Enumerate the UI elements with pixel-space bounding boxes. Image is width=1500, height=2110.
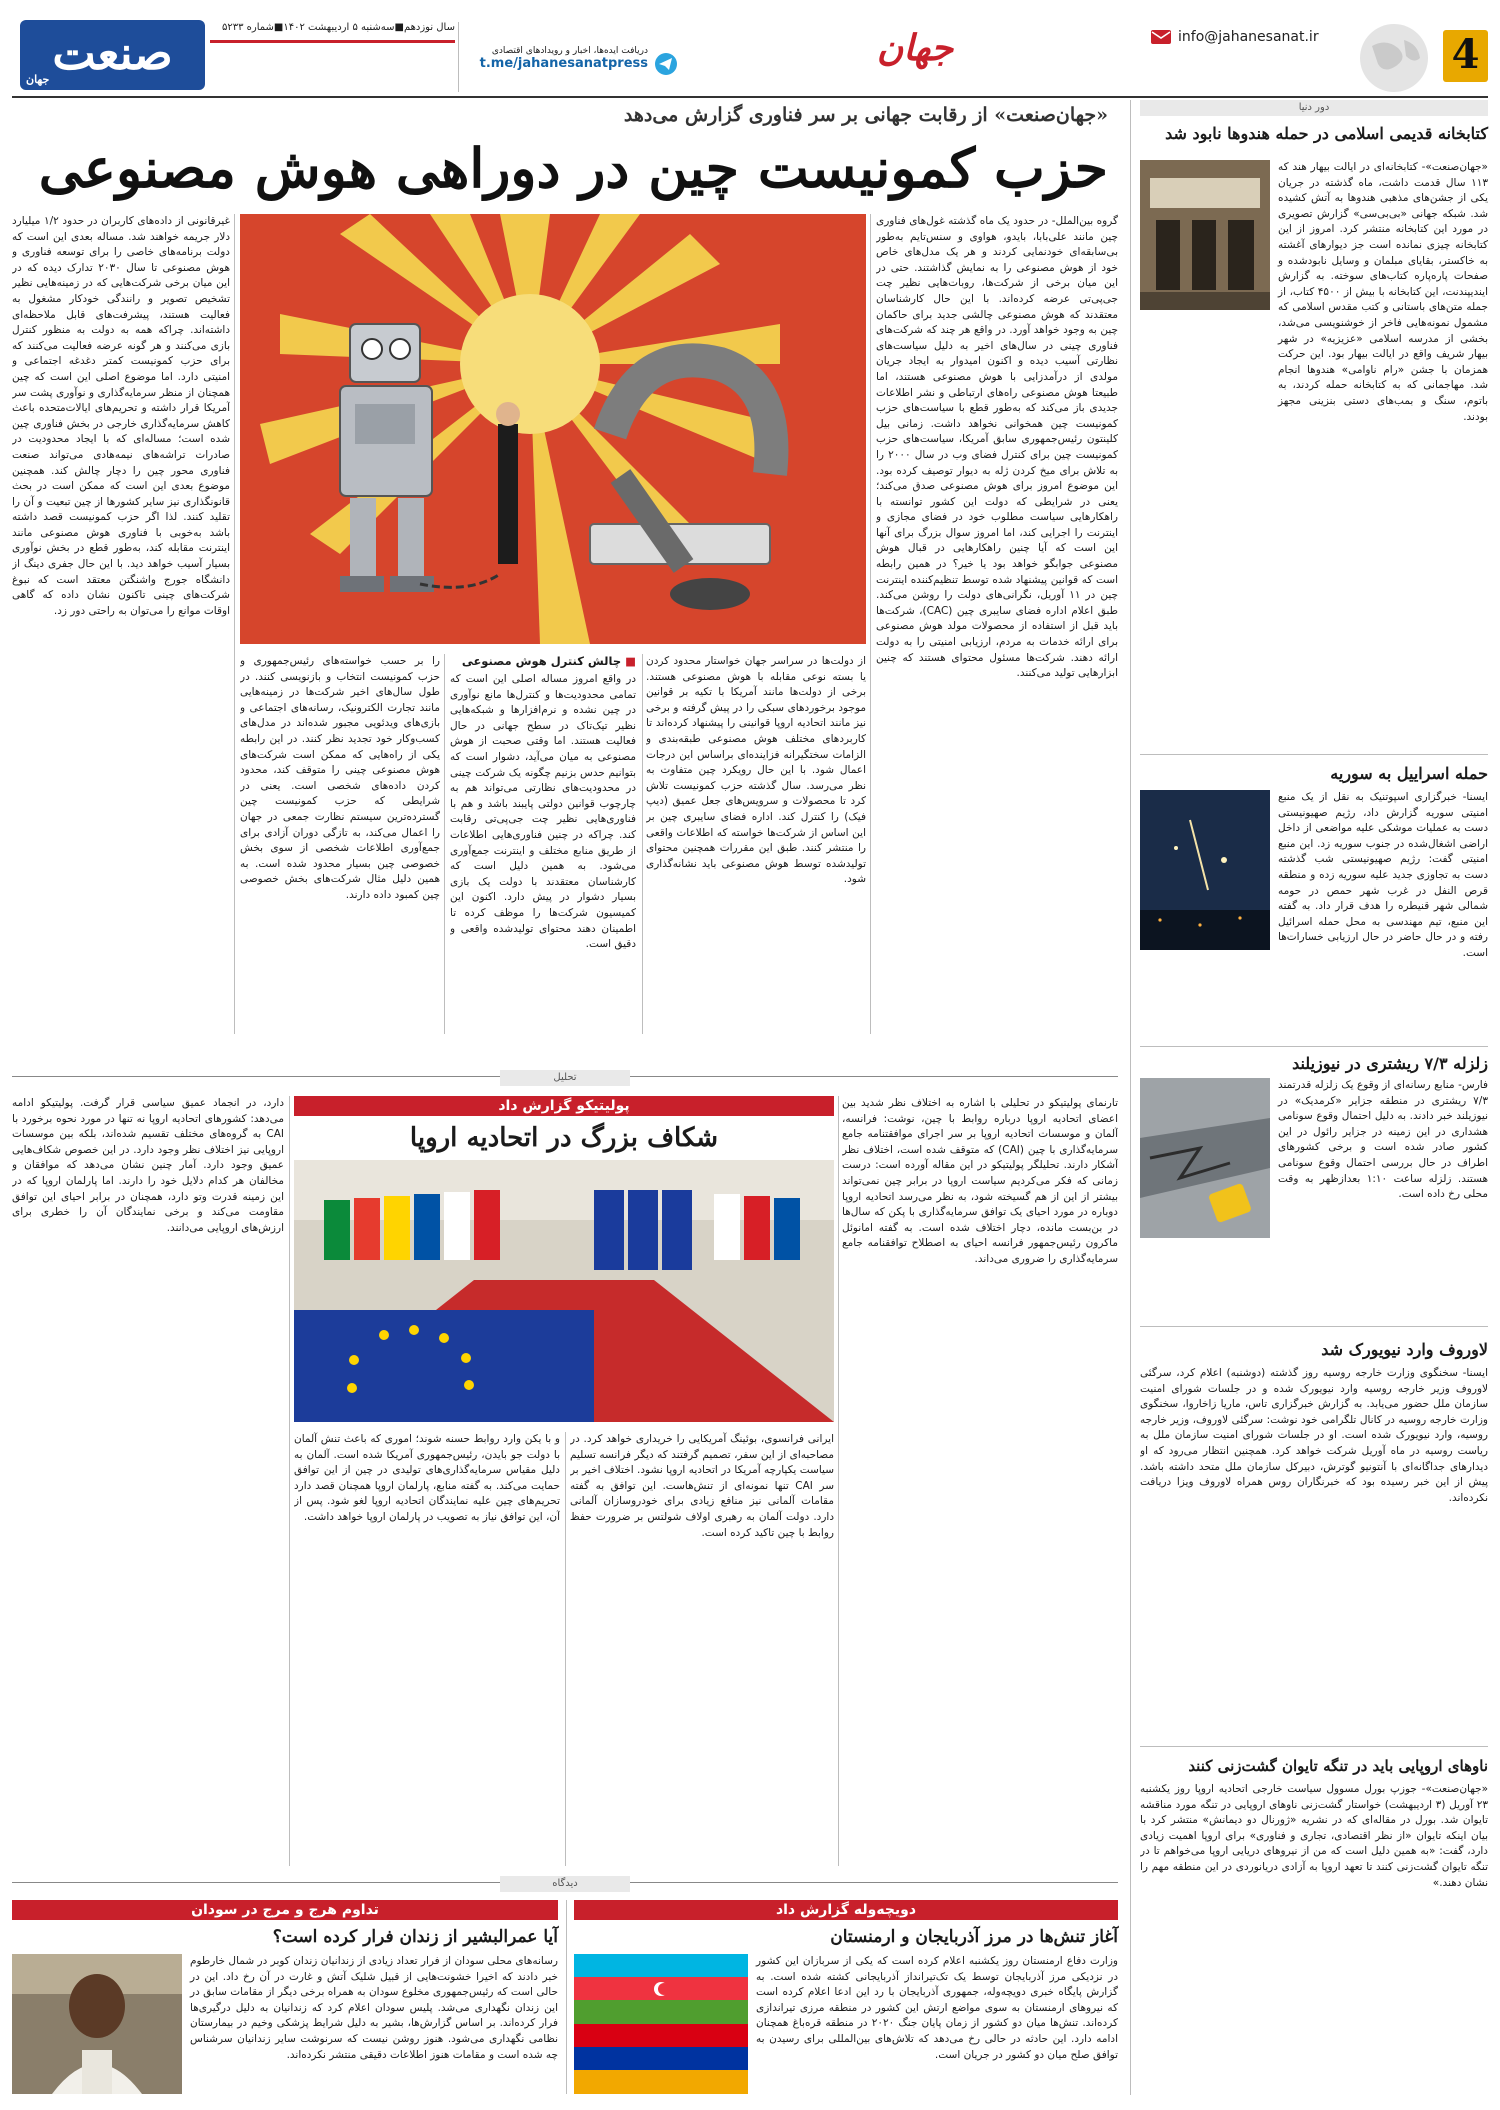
sidebar-story-2-title[interactable]: حمله اسراییل به سوریه <box>1330 764 1488 783</box>
globe-icon <box>1348 18 1440 96</box>
subheading-bullet: ■ <box>621 654 636 668</box>
telegram-line: دریافت ایده‌ها، اخبار و رویدادهای اقتصادی <box>491 46 648 56</box>
sidebar-story-3-title[interactable]: زلزله ۷/۳ ریشتری در نیوزیلند <box>1292 1054 1488 1073</box>
lead-illustration <box>240 214 866 644</box>
sidebar-story-4-title[interactable]: لاوروف وارد نیویورک شد <box>1321 1340 1488 1359</box>
sidebar-story-3-text: فارس- منابع رسانه‌ای از وقوع یک زلزله قدرتمند ۷/۳ ریشتری در منطقه جزایر «کرمدیک» در نیوزیلند خبر دادند. به دلیل احتمال وقوع سونامی هشداری در این زمینه در جزایر رائول در این کشور صادر شده است و برخی کشورهای اطراف در حال بررسی احتمال وقوع سونامی هستند. زلزله ساعت ۱:۱۰ بعدازظهر به وقت محلی رخ داده است. <box>1278 1079 1488 1201</box>
lead-column-3: در واقع امروز مساله اصلی این است که تمامی محدودیت‌ها و کنترل‌ها مانع نوآوری در چین نشده و نرم‌افزارها و شبکه‌هایی نظیر تیک‌تاک در سطح جهانی در حال فعالیت هستند. اما وقتی صحبت از هوش مصنوعی به میان می‌آید، دشوار است که بتوانیم حدس بزنیم چگونه یک شرکت چینی در محدودیت‌های نظارتی می‌تواند هم به چارچوب قوانین دولتی پایبند باشد و هم با فناوری‌هایی نظیر چت جی‌پی‌تی رقابت کند. چراکه در چنین فناوری‌هایی اطلاعات از طریق منابع مختلف و اینترنت جمع‌آوری می‌شود. به همین دلیل است که کارشناسان معتقدند با دولت یک بازی بسیار دشوار در پیش دارد. اکنون این کمیسیون شرکت‌ها را موظف کرده تا اطمینان دهند محتوای تولیدشده واقعی و دقیق است. <box>450 673 636 951</box>
story-right-text: وزارت دفاع ارمنستان روز یکشنبه اعلام کرده است که یکی از سربازان این کشور در نزدیکی مرز آذربایجان توسط یک تک‌تیرانداز آذربایجانی کشته شده است. به گزارش پایگاه خبری دویچه‌وله، جمهوری آذربایجان با رد این ادعا اعلام کرده است که نیروهای ارمنستان به سوی مواضع ارتش این کشور در منطقه مرزی تیراندازی کرده‌اند. تنش‌ها میان دو کشور از زمان پایان جنگ ۲۰۲۰ در منطقه قره‌باغ همچنان ادامه دارد. این حادثه در حالی رخ می‌دهد که تلاش‌های بین‌المللی برای رسیدن به توافق صلح میان دو کشور در جریان است. <box>756 1955 1118 2061</box>
lead-column-5: غیرقانونی از داده‌های کاربران در حدود ۱/۲ میلیارد دلار جریمه خواهند شد. مساله بعدی این است که دولت برنامه‌های خاصی را برای توسعه فناوری و هوش مصنوعی تا سال ۲۰۳۰ تدارک دیده که در این میان برخی شرکت‌هایی که در زمینه‌هایی نظیر تشخیص تصویر و رانندگی خودکار مشغول به فعالیت هستند، پیشرفت‌های قابل ملاحظه‌ای داشته‌اند. چراکه همه به دولت به منظور کنترل بازی می‌کنند و هر گونه عرضه فعالیت می‌کنند که برای حزب کمونیست کمتر دغدغه اجتماعی و امنیتی دارد. اما موضوع اصلی این است که چین همچنان از منظر سرمایه‌گذاری و نوآوری پشت سر آمریکا قرار داشته و تحریم‌های ایالات‌متحده باعث کاهش سرمایه‌گذاری خارجی در بخش فناوری چین شده است؛ مساله‌ای که با ایجاد محدودیت در صادرات تراشه‌های نیمه‌هادی می‌تواند صنعت فناوری محور چین را دچار چالش کند. همچنین موضوع بعدی این است که ممکن است در بحث قانونگذاری نیز سایر کشورها از چین تبعیت و آن را تقلید کنند. لذا اگر حزب کمونیست قصد داشته باشد به‌خوبی با فناوری هوش مصنوعی مانند اینترنت مقابله کند، به‌طور قطع در بخش نوآوری بسیار آسیب خواهد دید. با این حال جفری دینگ از دانشگاه جورج واشنگتن معتقد است که نبوغ شرکت‌های چینی تاکنون نشان داده که گاهی اوقات موانع را می‌توان به راحتی دور زد. <box>12 215 230 617</box>
story-right-headline[interactable]: آغاز تنش‌ها در مرز آذربایجان و ارمنستان <box>830 1927 1118 1947</box>
sidebar-story-5-text: «جهان‌صنعت»- جوزپ بورل مسوول سیاست خارجی اتحادیه اروپا روز یکشنبه ۲۳ آوریل (۳ اردیبهشت) خواستار گشت‌زنی ناوهای اروپایی در تنگه مورد مناقشه تایوان شد. بورل در مقاله‌ای که در نشریه «ژورنال دو دیمانش» منتشر کرد با بیان اینکه تایوان «از نظر اقتصادی، تجاری و فناوری» برای اروپا اهمیت زیادی دارد، گفت: «به همین دلیل است که من از نیروهای دریایی اروپا می‌خواهم تا در تنگه تایوان گشت‌زنی کنند تا تعهد اروپا به آزادی دریانوردی در این منطقه مهم را نشان دهند.» <box>1140 1783 1488 1889</box>
analysis-band: پولیتیکو گزارش داد <box>294 1096 834 1116</box>
telegram-handle[interactable]: t.me/jahanesanatpress <box>479 56 648 71</box>
page-number-box: 4 <box>1443 30 1488 82</box>
lead-column-4: را بر حسب خواسته‌های رئیس‌جمهوری و حزب کمونیست انتخاب و بازنویسی کنند. در طول سال‌های اخیر شرکت‌ها در زمینه‌هایی مانند تجارت الکترونیک، رسانه‌های اجتماعی و بازی‌های ویدئویی مجبور شده‌اند در مدل‌های کسب‌وکار خود تجدید نظر کنند. در این رابطه یکی از راه‌هایی که ممکن است شرکت‌های هوش مصنوعی چینی را متوقف کند، محدود کردن داده‌های شخصی است. یعنی در شرایطی که حزب کمونیست چین گسترده‌ترین سیستم نظارت جمعی در جهان را اعمال می‌کند، به تازگی دوران آزادی برای جمع‌آوری اطلاعات شخصی از سوی بخش خصوصی چین بسیار محدود شده است. به همین دلیل مثال شرکت‌های بخش خصوصی چین کمبود داده دارند. <box>240 655 440 901</box>
telegram-icon <box>654 52 678 76</box>
issue-info: سال نوزدهم■سه‌شنبه ۵ اردیبهشت ۱۴۰۲■شماره ۵۲۳۳ <box>221 22 455 33</box>
lead-headline[interactable]: حزب کمونیست چین در دوراهی هوش مصنوعی <box>38 136 1108 200</box>
lead-column-1: گروه بین‌الملل- در حدود یک ماه گذشته غول‌های فناوری چین مانند علی‌بابا، بایدو، هواوی و سنس‌تایم به‌طور بی‌سابقه‌ای خودنمایی کردند و هر یک مدل‌های خاص خود از هوش مصنوعی را به نمایش گذاشتند. حتی در این میان برخی از شرکت‌ها، روبات‌هایی نظیر چت جی‌پی‌تی عرضه کرده‌اند. با این حال کارشناسان معتقدند که هوش مصنوعی چالشی جدید برای حاکمان چین به وجود خواهد آورد. در واقع هر چند که شرکت‌های فناوری چینی در سال‌های اخیر به دلیل سیاست‌های نظارتی آسیب دیده و اکنون امیدوار به ایجاد جریان مولدی از درآمدزایی با هوش مصنوعی هستند، اما طبیعتا هوش مصنوعی راه‌های ارتباطی و نشر اطلاعات جدیدی باز می‌کند که به‌طور قطع با سیاست‌های حزب کمونیست چین همخوانی نخواهد داشت. زمانی بیل کلینتون رئیس‌جمهوری سابق آمریکا، سیاست‌های حزب کمونیست چین برای کنترل فضای وب در سال ۲۰۰۰ را به تلاش برای میخ کردن ژله به دیوار توصیف کرده بود. این موضوع امروز برای هوش مصنوعی صدق می‌کند؛ یعنی در شرایطی که دولت این کشور توانسته با راهکارهایی سیاست مطلوب خود در فضای مجازی و اینترنت را اجرایی کند، اما امروز سوال بزرگ برای آنها این است که آیا چنین راهکارهایی در قبال هوش مصنوعی جوابگو خواهد بود یا خیر؟ در همین رابطه است که قوانین پیشنهاد شده توسط تنظیم‌کننده اینترنت چین در ۱۱ آوریل، نگرانی‌های دولت را روشن می‌کند. طبق اعلام اداره فضای سایبری چین (CAC)، شرکت‌ها باید قبل از استفاده از محصولات مولد هوش مصنوعی برای ارائه خدمات به مردم، ارزیابی امنیتی را به دولت ارائه دهند. شرکت‌ها مسئول محتوای هستند که چنین ابزارهایی تولید می‌کنند. <box>876 215 1118 680</box>
analysis-column-1: تارنمای پولیتیکو در تحلیلی با اشاره به اختلاف نظر شدید بین اعضای اتحادیه اروپا درباره روابط با چین، نوشت: فرانسه، آلمان و موسسات اتحادیه اروپا بر سر اجرای موافقتنامه جامع سرمایه‌گذاری با چین (CAI) که متوقف شده است، اختلاف نظر آشکار دارند. تحلیلگر پولیتیکو در این مقاله آورده است: درست زمانی که فکر می‌کردیم سیاست اروپا در برابر چین نمی‌تواند بیشتر از این از هم گسیخته شود، به نظر می‌رسد اتحادیه اروپا دوباره در مورد احیای یک توافق سرمایه‌گذاری با پکن که سال‌ها در بن‌بست مانده، دچار اختلاف شده است. به گفته امانوئل ماکرون رئیس‌جمهور فرانسه احیای به اصطلاح توافقنامه جامع سرمایه‌گذاری را ضروری می‌داند. <box>842 1097 1118 1265</box>
logo-text: صنعت <box>52 26 173 80</box>
sidebar-story-1-text: «جهان‌صنعت»- کتابخانه‌ای در ایالت بیهار هند که ۱۱۳ سال قدمت داشت، ماه گذشته در جریان یکی از جشن‌های مذهبی هندوها به آتش کشیده شد. شبکه جهانی «بی‌بی‌سی» گزارش تصویری در مورد این کتابخانه منتشر کرد. امروز از این کتابخانه چیزی نمانده است جز دیوارهای آغشته به خاکستر، بقایای مبلمان و وسایل نابودشده و صفحات پاره‌پاره کتاب‌های سوخته. به گزارش ایندیپندنت، این کتابخانه با بیش از ۴۵۰۰ کتاب، از جمله متن‌های باستانی و کتب مقدس اسلامی که مشمول نمونه‌هایی فاخر از خوشنویسی می‌شد، بخشی از مدرسه اسلامی «عزیزیه» در شهر بیهار شریف واقع در ایالت بیهار بود. این حرکت همزمان با جشن «رام ناوامی» هندوها انجام شد. مهاجمانی که به کتابخانه حمله کردند، به باتوم، سنگ و بمب‌های دستی بنزینی مجهز بودند. <box>1278 161 1488 423</box>
story-left-band: تداوم هرج و مرج در سودان <box>12 1900 558 1920</box>
lead-kicker: «جهان‌صنعت» از رقابت جهانی بر سر فناوری گزارش می‌دهد <box>623 104 1108 126</box>
analysis-headline[interactable]: شکاف بزرگ در اتحادیه اروپا <box>409 1123 719 1153</box>
lead-subheading <box>450 654 636 668</box>
bottom-tag: دیدگاه <box>500 1876 630 1892</box>
sidebar-story-2-text: ایسنا- خبرگزاری اسپوتنیک به نقل از یک منبع امنیتی سوریه گزارش داد، رژیم صهیونیستی دست به عملیات موشکی علیه مواضعی از داخل اراضی اشغال‌شده در جنوب سوریه زد. این منبع امنیتی گفت: رژیم صهیونیستی شب گذشته دست به تجاوزی جدید علیه سوریه زده و منطقه قرص النفل در غرب شهر حمص در حومه شمالی شهر قنیطره را هدف قرار داد. به گفته این منبع، تیم مهندسی به محل حمله اسرائیل رفته و در حال حاضر در حال ارزیابی خسارات‌ها است. <box>1278 791 1488 959</box>
analysis-column-2: ایرانی فرانسوی، بوئینگ آمریکایی را خریداری خواهد کرد. در مصاحبه‌ای از این سفر، تصمیم گرفتند که دیگر فرانسه تسلیم سیاست یکپارچه آمریکا در اتحادیه اروپا نشود. اختلاف اخیر بر سر CAI تنها نمونه‌ای از تنش‌هاست. این توافق به گفته مقامات آلمانی نیز منافع زیادی برای خودروسازان آلمانی دارد. دولت آلمان به رهبری اولاف شولتس بر ضرورت حفظ روابط با چین تاکید کرده است. <box>570 1433 834 1539</box>
sidebar-story-1-title[interactable]: کتابخانه قدیمی اسلامی در حمله هندوها نابود شد <box>1165 124 1488 143</box>
analysis-column-4: دارد، در انجماد عمیق سیاسی قرار گرفت. پولیتیکو ادامه می‌دهد: کشورهای اتحادیه اروپا نه تنها در مورد نحوه برخورد با CAI به گروه‌های مختلف تقسیم شده‌اند، بلکه بین موسسات اروپایی نیز اختلاف نظر وجود دارد. در این خصوص شکاف‌هایی عمیق وجود دارد. آمار چنین نشان می‌دهد که موافقان و مخالفان هر کدام دلایل خود را دارند. اما پارلمان اروپا که در این زمینه قدرت وتو دارد، همچنان در برابر احیای این توافق مقاومت می‌کند و برخی نمایندگان آن را خطری برای ارزش‌های اروپایی می‌دانند. <box>12 1097 284 1234</box>
sidebar-story-4-text: ایسنا- سخنگوی وزارت خارجه روسیه روز گذشته (دوشنبه) اعلام کرد، سرگئی لاوروف وزیر خارجه روسیه وارد نیویورک شده و در جلسات شورای امنیت سازمان ملل حضور می‌یابد. به گزارش خبرگزاری تاس، ماریا زاخاروا، سخنگوی وزارت خارجه روسیه در کانال تلگرامی خود نوشت: سرگئی لاوروف، وزیر خارجه روسیه، وارد نیویورک شده است. او در جلسات شورای امنیت سازمان ملل به ریاست روسیه در ماه آوریل شرکت خواهد کرد. همچنین انتظار می‌رود که او دیدارهای جداگانه‌ای با آنتونیو گوترش، دبیرکل سازمان ملل متحد داشته باشد. پیش از این خبر رسیده بود که خبرنگاران روس همراه لاوروف ویزا دریافت نکرده‌اند. <box>1140 1367 1488 1504</box>
section-title: جهان <box>876 27 954 69</box>
logo-small: جهان <box>26 73 50 86</box>
story-left-text: رسانه‌های محلی سودان از فرار تعداد زیادی از زندانیان زندان کوبر در شمال خارطوم خبر دادند که اخیرا خشونت‌هایی از قبیل شلیک آتش و غارت در آن رخ داد. این در حالی است که رئیس‌جمهوری مخلوع سودان به همراه برخی دیگر از مقامات سابق در این زندان نگهداری می‌شد. پلیس سودان اعلام کرد که زندانیان به دلیل درگیری‌ها فرار کرده‌اند. بر اساس گزارش‌ها، بشیر به دلیل شرایط پزشکی وخیم در بیمارستان نظامی نگهداری می‌شود. هنوز روشن نیست که سرنوشت سایر زندانیان سرشناس چه شده است و مقامات هنوز اطلاعات دقیقی منتشر نکرده‌اند. <box>190 1955 558 2061</box>
analysis-tag: تحلیل <box>500 1070 630 1086</box>
email-address[interactable]: info@jahanesanat.ir <box>1178 29 1319 45</box>
eu-flags-photo <box>294 1160 834 1422</box>
telegram-block[interactable] <box>460 46 680 86</box>
email-icon <box>1150 28 1172 46</box>
logo <box>20 20 205 90</box>
lead-column-2: از دولت‌ها در سراسر جهان خواستار محدود کردن یا بسته نوعی مقابله با هوش مصنوعی هستند. برخی از دولت‌ها مانند آمریکا با تکیه بر قوانین موجود برخوردهای سبکی را در پیش گرفته و برخی نیز مانند اتحادیه اروپا قوانینی را پیشنهاد کرده‌اند تا کاربردهای مختلف هوش مصنوعی طبقه‌بندی و الزامات سختگیرانه فزاینده‌ای براساس این درجات اعمال شود. با این حال رویکرد چین متفاوت به نظر می‌رسد. سال گذشته حزب کمونیست تلاش کرد تا محصولات و سرویس‌های جعل عمیق (دیپ فیک) را کنترل کند. اداره فضای سایبری چین بر این اساس از شرکت‌ها خواسته که اطلاعات واقعی را منتشر کنند. طبق این مقررات همچنین محتوای تولیدشده توسط هوش مصنوعی باید نشانه‌گذاری شود. <box>646 655 866 886</box>
analysis-column-3: و با یکن وارد روابط حسنه شوند؛ اموری که باعث تنش آلمان با دولت جو بایدن، رئیس‌جمهوری آمریکا شده است. آلمان به دلیل مقیاس سرمایه‌گذاری‌های تولیدی در چین از این توافق حمایت می‌کند. به گفته منابع، پارلمان اروپا همچنان قصد دارد تحریم‌های چین علیه نمایندگان اتحادیه اروپا لغو شود. پس از آن، این توافق نیاز به تصویب در پارلمان اروپا خواهد داشت. <box>294 1433 560 1523</box>
sidebar-label: دور دنیا <box>1140 100 1488 116</box>
subheading-text: چالش کنترل هوش مصنوعی <box>461 654 622 668</box>
story-left-headline[interactable]: آیا عمرالبشیر از زندان فرار کرده است؟ <box>272 1927 558 1947</box>
email-row <box>1150 26 1330 48</box>
story-right-band: دویچه‌وله گزارش داد <box>574 1900 1118 1920</box>
sidebar-story-5-title[interactable]: ناوهای اروپایی باید در تنگه تایوان گشت‌زنی کنند <box>1188 1757 1488 1775</box>
